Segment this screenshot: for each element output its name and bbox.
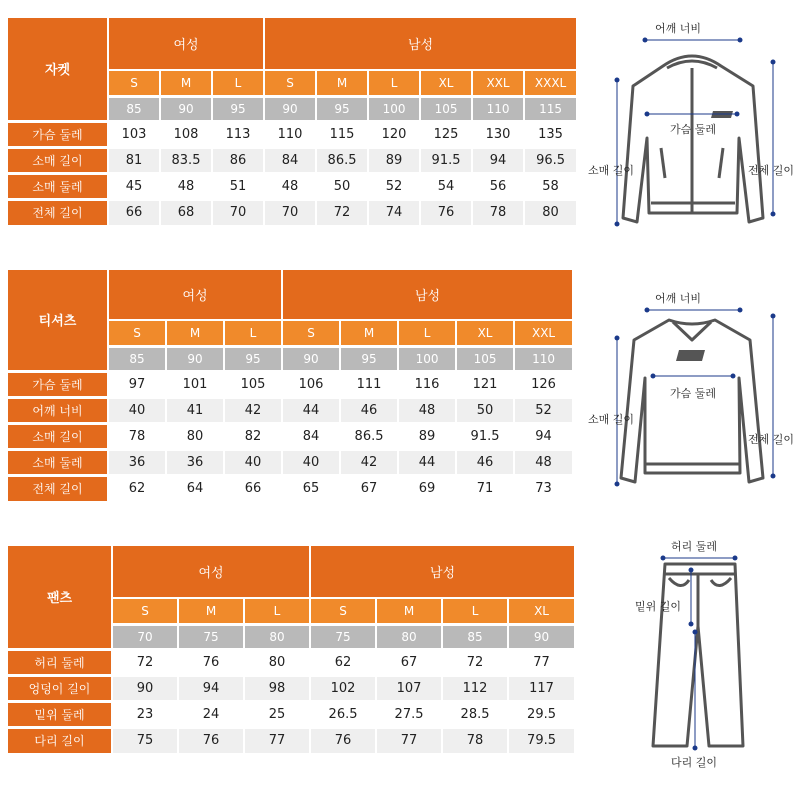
size-label: XL — [456, 320, 514, 346]
cell-value: 80 — [244, 649, 310, 675]
size-label: M — [178, 598, 244, 624]
cell-value: 77 — [244, 727, 310, 753]
cell-value: 71 — [456, 475, 514, 501]
size-number: 100 — [398, 346, 456, 371]
cell-value: 67 — [340, 475, 398, 501]
cell-value: 76 — [178, 727, 244, 753]
shoulder-width-label: 어깨 너비 — [655, 22, 702, 35]
cell-value: 113 — [212, 121, 264, 147]
row-label: 전체 길이 — [8, 475, 108, 501]
jacket-size-table — [8, 18, 576, 225]
cell-value: 46 — [456, 449, 514, 475]
row-label: 가슴 둘레 — [8, 121, 108, 147]
cell-value: 48 — [514, 449, 572, 475]
size-label: XL — [508, 598, 574, 624]
cell-value: 94 — [472, 147, 524, 173]
total-length-label: 전체 길이 — [748, 433, 795, 446]
size-number: 95 — [212, 96, 264, 121]
table-row — [8, 727, 574, 753]
size-label: L — [244, 598, 310, 624]
cell-value: 115 — [316, 121, 368, 147]
row-label: 엉덩이 길이 — [8, 675, 112, 701]
cell-value: 77 — [376, 727, 442, 753]
size-number: 115 — [524, 96, 576, 121]
cell-value: 40 — [108, 397, 166, 423]
size-label: M — [376, 598, 442, 624]
chest-label: 가슴 둘레 — [670, 123, 717, 136]
pants-illustration — [585, 536, 800, 796]
cell-value: 76 — [178, 649, 244, 675]
pants-icon — [653, 564, 743, 746]
table-row — [8, 675, 574, 701]
size-label: L — [224, 320, 282, 346]
cell-value: 76 — [420, 199, 472, 225]
table-row — [8, 147, 576, 173]
size-number: 85 — [442, 624, 508, 649]
cell-value: 48 — [398, 397, 456, 423]
cell-value: 48 — [160, 173, 212, 199]
size-number: 90 — [508, 624, 574, 649]
women-header: 여성 — [112, 546, 310, 598]
size-number: 90 — [166, 346, 224, 371]
jacket-icon — [623, 56, 763, 222]
cell-value: 77 — [508, 649, 574, 675]
cell-value: 78 — [108, 423, 166, 449]
cell-value: 40 — [282, 449, 340, 475]
men-header: 남성 — [264, 18, 576, 70]
category-label: 티셔츠 — [8, 270, 108, 371]
tshirt-icon — [621, 320, 763, 482]
cell-value: 105 — [224, 371, 282, 397]
row-label: 전체 길이 — [8, 199, 108, 225]
size-number: 95 — [316, 96, 368, 121]
table-row — [8, 701, 574, 727]
cell-value: 89 — [368, 147, 420, 173]
size-number: 90 — [282, 346, 340, 371]
cell-value: 42 — [340, 449, 398, 475]
pants-size-table — [8, 546, 574, 753]
cell-value: 42 — [224, 397, 282, 423]
cell-value: 86 — [212, 147, 264, 173]
cell-value: 79.5 — [508, 727, 574, 753]
size-number: 110 — [514, 346, 572, 371]
cell-value: 62 — [310, 649, 376, 675]
size-number: 85 — [108, 96, 160, 121]
size-number: 105 — [420, 96, 472, 121]
men-header: 남성 — [310, 546, 574, 598]
cell-value: 82 — [224, 423, 282, 449]
size-number: 90 — [264, 96, 316, 121]
size-label: XXXL — [524, 70, 576, 96]
cell-value: 68 — [160, 199, 212, 225]
cell-value: 112 — [442, 675, 508, 701]
cell-value: 135 — [524, 121, 576, 147]
size-label: XL — [420, 70, 472, 96]
cell-value: 80 — [166, 423, 224, 449]
cell-value: 24 — [178, 701, 244, 727]
table-row — [8, 423, 572, 449]
cell-value: 54 — [420, 173, 472, 199]
cell-value: 96.5 — [524, 147, 576, 173]
cell-value: 40 — [224, 449, 282, 475]
women-header: 여성 — [108, 18, 264, 70]
size-number: 105 — [456, 346, 514, 371]
cell-value: 86.5 — [316, 147, 368, 173]
row-label: 허리 둘레 — [8, 649, 112, 675]
cell-value: 110 — [264, 121, 316, 147]
table-row — [8, 397, 572, 423]
cell-value: 91.5 — [456, 423, 514, 449]
size-number: 80 — [244, 624, 310, 649]
cell-value: 65 — [282, 475, 340, 501]
cell-value: 50 — [456, 397, 514, 423]
rise-label: 밑위 길이 — [635, 600, 682, 613]
cell-value: 64 — [166, 475, 224, 501]
cell-value: 69 — [398, 475, 456, 501]
cell-value: 107 — [376, 675, 442, 701]
shoulder-width-label: 어깨 너비 — [655, 292, 702, 305]
waist-label: 허리 둘레 — [671, 540, 718, 553]
size-number: 70 — [112, 624, 178, 649]
cell-value: 41 — [166, 397, 224, 423]
cell-value: 91.5 — [420, 147, 472, 173]
size-label: M — [160, 70, 212, 96]
table-row — [8, 649, 574, 675]
size-label: L — [368, 70, 420, 96]
size-label: M — [316, 70, 368, 96]
cell-value: 111 — [340, 371, 398, 397]
leg-length-label: 다리 길이 — [671, 756, 718, 769]
cell-value: 117 — [508, 675, 574, 701]
cell-value: 62 — [108, 475, 166, 501]
cell-value: 52 — [368, 173, 420, 199]
cell-value: 56 — [472, 173, 524, 199]
cell-value: 84 — [264, 147, 316, 173]
category-label: 자켓 — [8, 18, 108, 121]
sleeve-length-label: 소매 길이 — [588, 413, 635, 426]
tshirt-size-table — [8, 270, 572, 501]
cell-value: 80 — [524, 199, 576, 225]
cell-value: 72 — [112, 649, 178, 675]
cell-value: 58 — [524, 173, 576, 199]
cell-value: 46 — [340, 397, 398, 423]
cell-value: 72 — [442, 649, 508, 675]
row-label: 소매 길이 — [8, 147, 108, 173]
men-header: 남성 — [282, 270, 572, 320]
row-label: 어깨 너비 — [8, 397, 108, 423]
table-row — [8, 371, 572, 397]
cell-value: 76 — [310, 727, 376, 753]
cell-value: 81 — [108, 147, 160, 173]
cell-value: 26.5 — [310, 701, 376, 727]
cell-value: 103 — [108, 121, 160, 147]
size-label: S — [112, 598, 178, 624]
table-row — [8, 199, 576, 225]
cell-value: 116 — [398, 371, 456, 397]
jacket-illustration — [585, 18, 800, 233]
cell-value: 94 — [514, 423, 572, 449]
tshirt-illustration — [585, 288, 800, 503]
size-number: 90 — [160, 96, 212, 121]
cell-value: 44 — [398, 449, 456, 475]
row-label: 다리 길이 — [8, 727, 112, 753]
cell-value: 90 — [112, 675, 178, 701]
cell-value: 70 — [264, 199, 316, 225]
cell-value: 66 — [224, 475, 282, 501]
chest-label: 가슴 둘레 — [670, 387, 717, 400]
size-number: 110 — [472, 96, 524, 121]
row-label: 소매 둘레 — [8, 173, 108, 199]
cell-value: 84 — [282, 423, 340, 449]
size-label: S — [108, 320, 166, 346]
cell-value: 70 — [212, 199, 264, 225]
size-label: L — [442, 598, 508, 624]
cell-value: 121 — [456, 371, 514, 397]
cell-value: 51 — [212, 173, 264, 199]
size-label: XXL — [472, 70, 524, 96]
cell-value: 78 — [442, 727, 508, 753]
cell-value: 48 — [264, 173, 316, 199]
size-label: L — [212, 70, 264, 96]
women-header: 여성 — [108, 270, 282, 320]
size-number: 75 — [310, 624, 376, 649]
cell-value: 44 — [282, 397, 340, 423]
size-label: M — [166, 320, 224, 346]
cell-value: 66 — [108, 199, 160, 225]
cell-value: 67 — [376, 649, 442, 675]
cell-value: 101 — [166, 371, 224, 397]
cell-value: 25 — [244, 701, 310, 727]
cell-value: 29.5 — [508, 701, 574, 727]
row-label: 소매 길이 — [8, 423, 108, 449]
cell-value: 78 — [472, 199, 524, 225]
size-label: S — [264, 70, 316, 96]
cell-value: 28.5 — [442, 701, 508, 727]
cell-value: 108 — [160, 121, 212, 147]
size-number: 75 — [178, 624, 244, 649]
table-row — [8, 173, 576, 199]
cell-value: 89 — [398, 423, 456, 449]
size-number: 80 — [376, 624, 442, 649]
category-label: 팬츠 — [8, 546, 112, 649]
cell-value: 120 — [368, 121, 420, 147]
table-row — [8, 449, 572, 475]
cell-value: 126 — [514, 371, 572, 397]
cell-value: 52 — [514, 397, 572, 423]
table-row — [8, 475, 572, 501]
size-label: M — [340, 320, 398, 346]
row-label: 밑위 둘레 — [8, 701, 112, 727]
cell-value: 125 — [420, 121, 472, 147]
cell-value: 36 — [108, 449, 166, 475]
row-label: 소매 둘레 — [8, 449, 108, 475]
cell-value: 94 — [178, 675, 244, 701]
cell-value: 36 — [166, 449, 224, 475]
total-length-label: 전체 길이 — [748, 164, 795, 177]
cell-value: 102 — [310, 675, 376, 701]
size-label: L — [398, 320, 456, 346]
brand-logo — [676, 350, 705, 361]
table-row — [8, 121, 576, 147]
size-number: 95 — [340, 346, 398, 371]
size-label: S — [310, 598, 376, 624]
cell-value: 23 — [112, 701, 178, 727]
size-label: S — [108, 70, 160, 96]
cell-value: 106 — [282, 371, 340, 397]
size-label: XXL — [514, 320, 572, 346]
cell-value: 45 — [108, 173, 160, 199]
cell-value: 86.5 — [340, 423, 398, 449]
cell-value: 97 — [108, 371, 166, 397]
cell-value: 98 — [244, 675, 310, 701]
size-number: 100 — [368, 96, 420, 121]
size-label: S — [282, 320, 340, 346]
cell-value: 74 — [368, 199, 420, 225]
cell-value: 50 — [316, 173, 368, 199]
cell-value: 83.5 — [160, 147, 212, 173]
sleeve-length-label: 소매 길이 — [588, 164, 635, 177]
cell-value: 73 — [514, 475, 572, 501]
cell-value: 130 — [472, 121, 524, 147]
size-number: 85 — [108, 346, 166, 371]
row-label: 가슴 둘레 — [8, 371, 108, 397]
cell-value: 72 — [316, 199, 368, 225]
cell-value: 27.5 — [376, 701, 442, 727]
cell-value: 75 — [112, 727, 178, 753]
size-number: 95 — [224, 346, 282, 371]
